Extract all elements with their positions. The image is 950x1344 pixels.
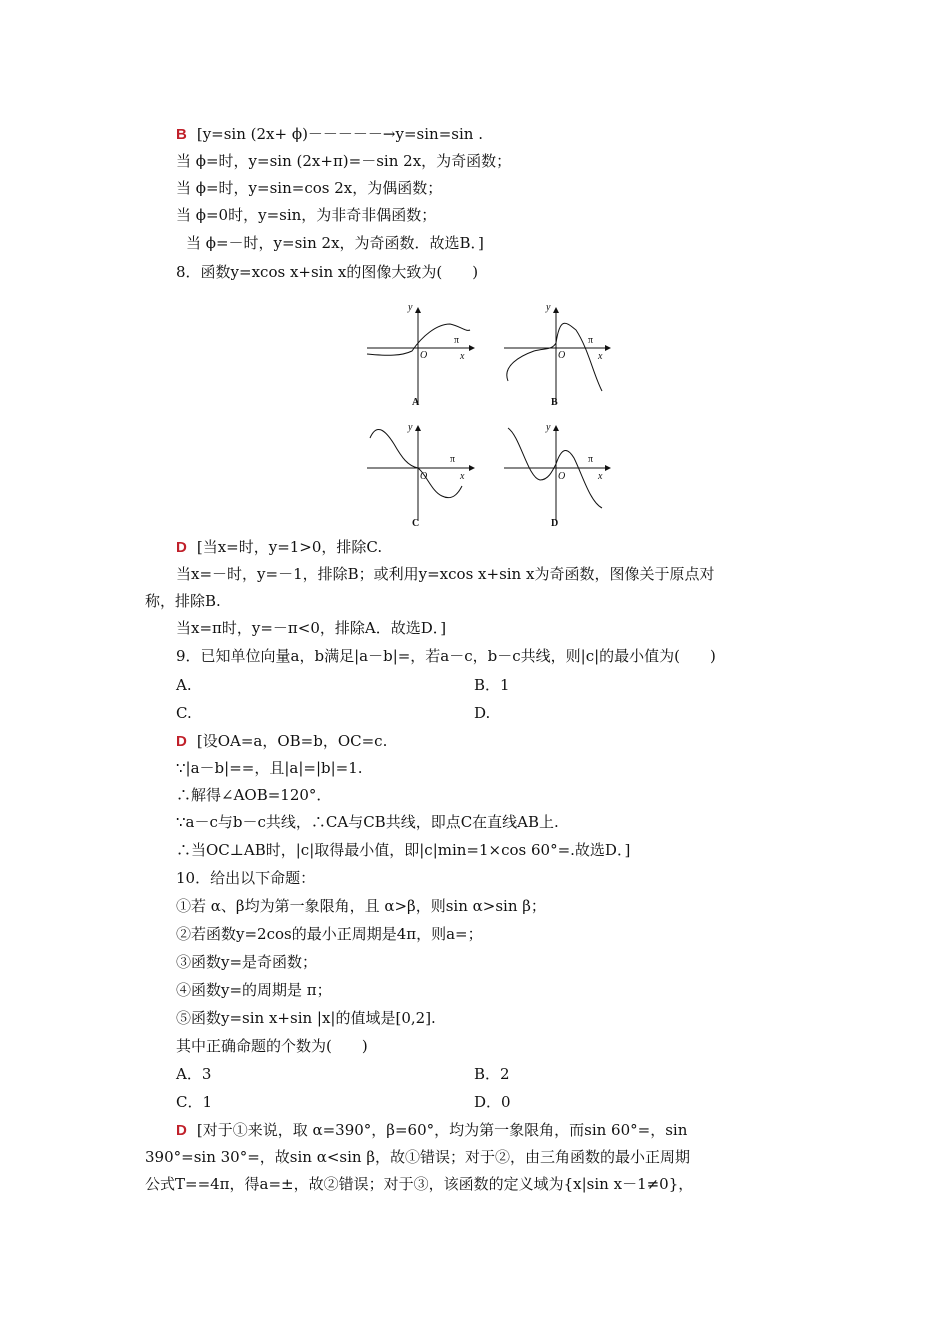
q10-proposition-2: ②若函数y=2cos的最小正周期是4π，则a=； [176,925,483,943]
q10-solution-line-1: D [对于①来说，取 α=390°，β=60°，均为第一象限角，而sin 60°=，sin [176,1121,688,1139]
function-graph-options [362,296,612,531]
q7-solution-line-1: B [y=sin (2x+ ϕ)－－－－－→y=sin=sin . [176,125,483,143]
graph-a-x-label: x [460,351,465,362]
q7-solution-line-5: 当 ϕ=－时，y=sin 2x，为奇函数．故选B．] [186,234,484,252]
q9-option-b: B．1 [474,676,510,694]
graph-b-pi-label: π [588,335,594,346]
q10-solution-line-2: 390°=sin 30°=，故sin α<sin β，故①错误；对于②，由三角函数的最小正周期 [145,1148,690,1166]
q9-option-c: C. [176,704,192,722]
graph-c-origin-label: O [420,471,428,482]
q9-option-a: A. [176,676,192,694]
graph-b-y-label: y [546,302,551,313]
q10-proposition-1: ①若 α、β均为第一象限角，且 α>β，则sin α>sin β； [176,897,546,915]
q7-solution-line-4: 当 ϕ=0时，y=sin，为非奇非偶函数； [176,206,437,224]
q9-stem: 9．已知单位向量a，b满足|a－b|=，若a－c，b－c共线，则|c|的最小值为( ) [176,647,716,665]
q10-proposition-5: ⑤函数y=sin x+sin |x|的值域是[0,2]. [176,1009,436,1027]
q7-solution-line-3: 当 ϕ=时，y=sin=cos 2x，为偶函数； [176,179,443,197]
q9-solution-line-3: ∴解得∠AOB=120°． [176,786,332,804]
q7-solution-line-2: 当 ϕ=时，y=sin (2x+π)=－sin 2x，为奇函数； [176,152,512,170]
answer-letter: B [176,126,187,143]
graph-c-pi-label: π [450,454,456,465]
q8-solution-line-4: 当x=π时，y=－π<0，排除A．故选D．] [176,619,447,637]
q8-solution-line-3: 称，排除B. [145,592,221,610]
q9-solution-line-2: ∵|a－b|==，且|a|=|b|=1. [176,759,363,777]
q10-proposition-3: ③函数y=是奇函数； [176,953,318,971]
q10-solution-line-3: 公式T==4π，得a=±，故②错误；对于③，该函数的定义域为{x|sin x－1≠0}， [145,1175,694,1193]
graph-d-x-label: x [598,471,603,482]
answer-letter: D [176,539,187,556]
q8-solution-line-1: D [当x=时，y=1>0，排除C. [176,538,383,556]
q8-stem: 8．函数y=xcos x+sin x的图像大致为( ) [176,263,479,281]
graph-option-a-label: A [412,397,420,408]
answer-letter: D [176,1122,187,1139]
q10-proposition-4: ④函数y=的周期是 π； [176,981,332,999]
q10-option-c: C．1 [176,1093,213,1111]
graph-a-origin-label: O [420,350,428,361]
q9-solution-line-1: D [设OA=a，OB=b，OC=c. [176,732,388,750]
answer-letter: D [176,733,187,750]
q10-option-b: B．2 [474,1065,510,1083]
graph-d-pi-label: π [588,454,594,465]
q9-option-d: D. [474,704,491,722]
q10-stem: 10．给出以下命题： [176,869,316,887]
q8-solution-line-2: 当x=－时，y=－1，排除B；或利用y=xcos x+sin x为奇函数，图像关于原点对 [176,565,715,583]
graph-b-origin-label: O [558,350,566,361]
graph-c-x-label: x [460,471,465,482]
graph-d-origin-label: O [558,471,566,482]
graph-d-y-label: y [546,422,551,433]
q10-option-a: A．3 [176,1065,212,1083]
graph-c-y-label: y [408,422,413,433]
q9-solution-line-4: ∵a－c与b－c共线，∴CA与CB共线，即点C在直线AB上. [176,813,559,831]
graph-a-y-label: y [408,302,413,313]
graph-option-c-label: C [412,518,420,529]
q10-question: 其中正确命题的个数为( ) [176,1037,368,1055]
graph-option-b-label: B [551,397,558,408]
q9-solution-line-5: ∴当OC⊥AB时，|c|取得最小值，即|c|min=1×cos 60°=.故选D．] [176,841,631,859]
graph-b-x-label: x [598,351,603,362]
graph-option-d-label: D [551,518,559,529]
q10-option-d: D．0 [474,1093,511,1111]
graph-a-pi-label: π [454,335,460,346]
